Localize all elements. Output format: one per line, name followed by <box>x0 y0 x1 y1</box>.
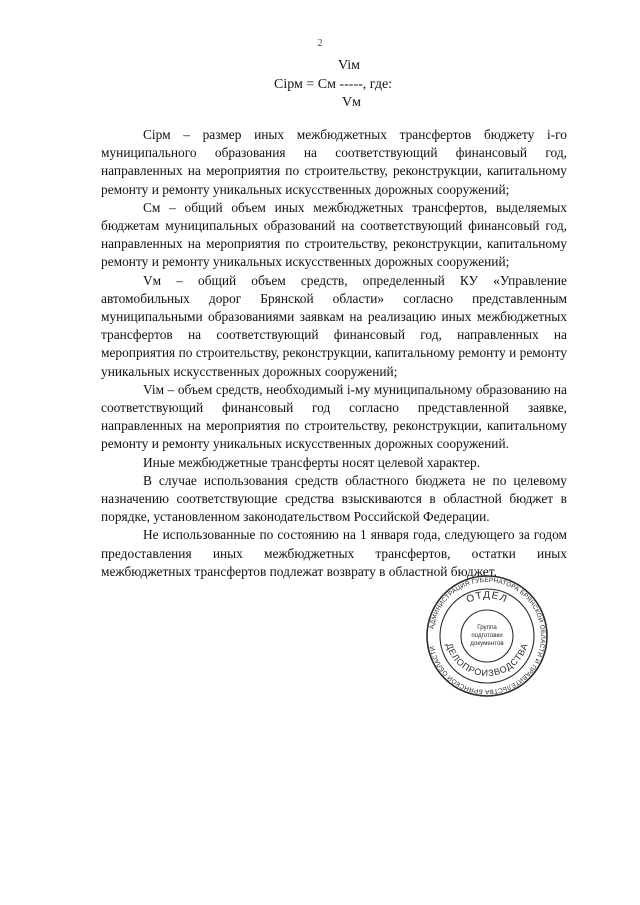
svg-text:ОТДЕЛ <box>465 590 509 606</box>
formula-denominator: Vм <box>342 95 361 110</box>
paragraph-cm-definition: Cм – общий объем иных межбюджетных трансфертов, выделяемых бюджетам муниципальных образований на соответствующий финансовый год, направленных на мероприятия по строительству, реконструкции, капитальному ремонту и ремонту уникальных искусственных дорожных сооружений; <box>101 199 567 270</box>
formula-main-line: Ciрм = Cм -----, где: <box>274 77 393 92</box>
stamp-center-line1: Группа <box>477 624 497 631</box>
paragraph-vim-definition: Viм – объем средств, необходимый i-му муниципальному образованию на соответствующий финансовый год согласно представленной заявке, направленных на мероприятия по строительству, реконструкции, капитальному ремонту и ремонту уникальных искусственных дорожных сооружений. <box>101 381 567 452</box>
department-stamp <box>425 574 549 698</box>
paragraph-vm-definition: Vм – общий объем средств, определенный КУ «Управление автомобильных дорог Брянской области» согласно представленным муниципальными образованиями заявкам на реализацию иных межбюджетных трансфертов на соответствующий финансовый год, направленных на мероприятия по строительству, реконструкции, капитальному ремонту и ремонту уникальных искусственных дорожных сооружений; <box>101 272 567 379</box>
formula-numerator: Viм <box>338 58 361 73</box>
body-text <box>101 126 567 581</box>
page-number: 2 <box>317 38 323 49</box>
paragraph-misuse-recovery: В случае использования средств областного бюджета не по целевому назначению соответствующие средства взыскиваются в областной бюджет в порядке, установленном законодательством Российской Федерации. <box>101 472 567 525</box>
stamp-arc-bottom: ДЕЛОПРОИЗВОДСТВА <box>444 641 530 679</box>
stamp-center-line2: подготовки <box>471 632 503 639</box>
paragraph-unused-return: Не использованные по состоянию на 1 января года, следующего за годом предоставления иных межбюджетных трансфертов, остатки иных межбюджетных трансфертов подлежат возврату в областной бюджет. <box>101 527 567 579</box>
stamp-center-line3: документов <box>470 640 504 647</box>
paragraph-target-purpose: Иные межбюджетные трансферты носят целевой характер. <box>143 454 481 470</box>
stamp-outer-text: АДМИНИСТРАЦИЯ ГУБЕРНАТОРА БРЯНСКОЙ ОБЛАСТИ И ПРАВИТЕЛЬСТВА БРЯНСКОЙ ОБЛАСТИ <box>428 576 547 696</box>
paragraph-cirm-definition: Ciрм – размер иных межбюджетных трансфертов бюджету i-го муниципального образования на соответствующий финансовый год, направленных на мероприятия по строительству, реконструкции, капитальному ремонту и ремонту уникальных искусственных дорожных сооружений; <box>101 127 567 197</box>
stamp-arc-top: ОТДЕЛ <box>464 589 510 606</box>
